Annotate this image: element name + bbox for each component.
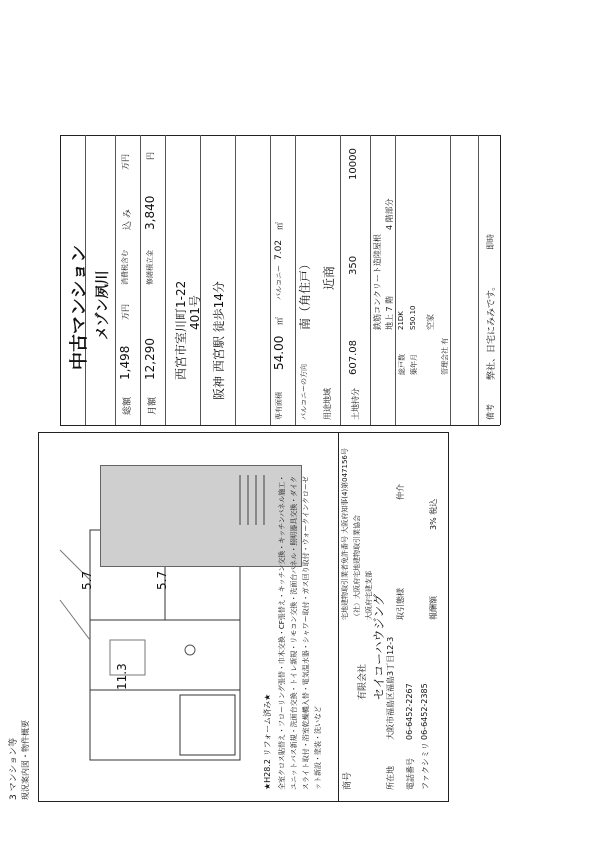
fee-value: 3% 税込: [429, 498, 438, 530]
property-name: メゾン夙川: [95, 270, 111, 340]
floor-position: 4 階部分: [385, 198, 394, 230]
monthly-label: 月額: [148, 396, 158, 415]
delivery: 即時: [486, 234, 495, 250]
agent-fax-label: ファクシミリ: [421, 742, 430, 790]
zoning-value: 近商: [322, 265, 336, 290]
exclusive-unit: ㎡: [275, 317, 284, 325]
repair-value: 3,840: [143, 195, 157, 230]
balcony-label: バルコニー: [275, 265, 283, 300]
management: 管理会社 有: [441, 337, 449, 375]
fee-label: 報酬額: [429, 596, 438, 620]
remarks-value: 弊社、日宅にみみです。: [487, 281, 497, 380]
agent-company-type: 有限会社: [358, 663, 368, 700]
room-size-3: 11.3: [115, 663, 129, 690]
deal-label: 取引態様: [396, 588, 405, 620]
room-size-1: 5.7: [80, 570, 94, 590]
agent-company: セイコーハウジング: [372, 593, 386, 700]
agent-license: 宅地建物取引業者免許番号 大阪府知事(4)第047156号: [341, 448, 349, 620]
land-share: 350: [348, 255, 359, 275]
total-value: 1,498: [118, 345, 132, 380]
land-total: 607.08: [348, 340, 359, 375]
page-header-label: 3 マンション等: [9, 737, 19, 800]
monthly-value: 12,290: [143, 338, 157, 380]
agent-assoc2: 大阪府宅建支部: [365, 571, 373, 620]
land-denominator: 10000: [348, 148, 359, 180]
category-title: 中古マンション: [69, 244, 90, 370]
deal-value: 仲介: [396, 484, 405, 500]
total-label: 総額: [123, 396, 133, 415]
repair-label: 修繕積立金: [146, 250, 154, 285]
balcony-value: 7.02: [274, 239, 284, 260]
agent-fax: 06-6452-2385: [420, 683, 429, 740]
structure: 鉄筋コンクリート造陸屋根: [373, 234, 382, 330]
address: 西宮市室川町1-22: [174, 280, 188, 380]
room-size-2: 5.7: [155, 570, 169, 590]
units-value: 21DK: [397, 311, 405, 330]
agent-tel-label: 電話番号: [406, 758, 415, 790]
reform-headline: ★H28.2 リフォーム済み★: [263, 693, 272, 790]
built-label: 築年月: [410, 354, 418, 375]
built-value: S50.10: [409, 305, 417, 330]
current-status: 空家: [426, 314, 435, 330]
page-header-sublabel: 現況案内図・物件概要: [21, 720, 30, 800]
total-unit-2: 万円: [121, 154, 130, 170]
agent-tel: 06-6452-2267: [405, 683, 414, 740]
remarks-label: 備考: [486, 404, 495, 420]
total-unit: 万円: [121, 304, 130, 320]
exclusive-value: 54.00: [272, 335, 286, 370]
units-label: 総戸数: [398, 354, 406, 375]
tax-included: 込 み: [123, 209, 133, 230]
direction-value: 南（角住戸）: [298, 257, 312, 330]
land-label: 土地持分: [351, 388, 360, 420]
floors: 地上 7 階: [385, 295, 394, 330]
agent-assoc1: （社）大阪府宅地建物取引業協会: [353, 515, 361, 620]
agent-role: 商号: [343, 771, 353, 790]
exclusive-label: 専有面積: [275, 392, 283, 420]
direction-label: バルコニーの方向: [300, 364, 308, 420]
agent-address-label: 所在地: [386, 766, 395, 790]
agent-address: 大阪市福島区福島3丁目12-3: [386, 636, 395, 740]
yen-unit: 円: [146, 152, 155, 160]
tax-label: 消費税含む: [121, 250, 129, 285]
room-number: 401号: [188, 295, 202, 330]
zoning-label: 用途地域: [323, 388, 332, 420]
reform-details: 全室クロス貼替え・フローリング張替・巾木交換・CF張替え・キッチン交換・キッチンパネル施工・ユニットバス新規・洗面台交換・トイレ新規・リモコン交換・洗面台パネル・照明器具交換・ダイクスライト取付・浴室乾燥機入替・電気温水器・シャワー取付・ガス回り取付・ウォークインクローゼット新設・塗装・洗いなど: [278, 474, 322, 790]
balcony-unit: ㎡: [275, 222, 284, 230]
access: 阪神 西宮駅 徒歩14分: [212, 281, 226, 400]
